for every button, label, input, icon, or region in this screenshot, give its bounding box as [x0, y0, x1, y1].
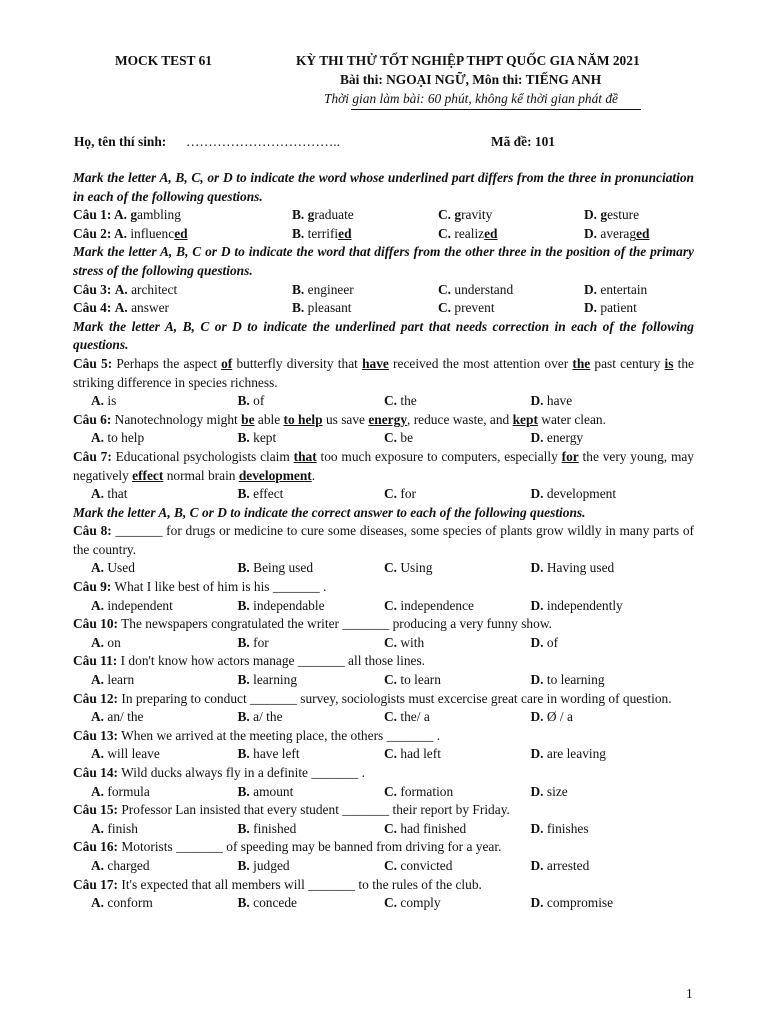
question-text: When we arrived at the meeting place, the others _______ . — [118, 727, 441, 743]
question-label: Câu 11: — [73, 653, 118, 669]
option-d: D. are leaving — [530, 746, 606, 762]
question-label: Câu 14: — [73, 765, 119, 780]
option-c: C. formation — [384, 783, 454, 799]
question-label: Câu 9: — [73, 579, 112, 595]
exam-body — [73, 169, 694, 913]
option-d: D. of — [530, 634, 559, 650]
option-d: D. development — [530, 486, 617, 502]
question-14 — [73, 764, 694, 783]
question-10 — [73, 615, 694, 634]
question-label: Câu 12: — [73, 690, 119, 706]
question-text: Professor Lan insisted that every student _______ their report by Friday. — [118, 802, 510, 818]
question-text: _______ for drugs or medicine to cure some diseases, some species of plants grow wildly in many parts of the country. — [73, 523, 694, 557]
option-a: A. learn — [91, 672, 135, 688]
option-a: A. finish — [91, 820, 138, 836]
option-b: B. effect — [237, 486, 284, 502]
question-4: Câu 4: A. answer B. pleasant C. prevent D. patient — [73, 300, 637, 316]
option-c: C. to learn — [384, 672, 441, 688]
options-13 — [73, 745, 694, 764]
question-label: Câu 6: — [73, 411, 112, 427]
instruction-correct-answer: Mark the letter A, B, C or D to indicate the correct answer to each of the following questions. — [73, 504, 586, 520]
name-label: Họ, tên thí sinh: — [74, 134, 167, 149]
question-label: Câu 2: — [73, 225, 112, 241]
option-d: D. independently — [530, 597, 623, 613]
option-d: D. finishes — [530, 820, 589, 836]
option-b: B. amount — [237, 783, 294, 799]
question-text: What I like best of him is his _______ . — [111, 579, 327, 595]
option-c: C. be — [384, 430, 414, 446]
question-text: Wild ducks always fly in a definite _______ . — [118, 765, 365, 780]
option-d: D. to learning — [530, 672, 605, 688]
option-a: A. Used — [91, 560, 135, 576]
question-11 — [73, 652, 694, 671]
options-16 — [73, 857, 694, 876]
options-10 — [73, 634, 694, 653]
option-b: B. a/ the — [237, 709, 283, 725]
option-d: D. size — [530, 783, 568, 799]
option-c: C. with — [384, 634, 425, 650]
question-16 — [73, 838, 694, 857]
options-5 — [73, 392, 694, 411]
question-text: I don't know how actors manage _______ all those lines. — [117, 653, 426, 669]
options-17 — [73, 894, 694, 913]
question-label: Câu 7: — [73, 448, 112, 464]
question-7: Câu 7: Educational psychologists claim that too much exposure to computers, especially for the very young, may negatively effect normal brain development. — [73, 448, 694, 483]
question-text: In preparing to conduct _______ survey, sociologists must excercise great care in wording of question. — [118, 690, 672, 706]
option-a: A. to help — [91, 430, 145, 446]
question-text: Motorists _______ of speeding may be banned from driving for a year. — [118, 839, 502, 855]
options-6 — [73, 429, 694, 448]
option-c: C. convicted — [384, 857, 453, 873]
question-1: Câu 1: A. gambling B. graduate C. gravity D. gesture — [73, 207, 640, 223]
option-b: B. concede — [237, 895, 298, 911]
option-a: A. an/ the — [91, 709, 144, 725]
options-11 — [73, 671, 694, 690]
option-c: C. had left — [384, 746, 441, 762]
options-15 — [73, 820, 694, 839]
option-a: A. that — [91, 486, 128, 502]
option-b: B. for — [237, 634, 269, 650]
option-d: D. compromise — [530, 895, 614, 911]
question-label: Câu 5: — [73, 355, 113, 371]
question-label: Câu 8: — [73, 523, 112, 539]
options-8 — [73, 559, 694, 578]
question-label: Câu 16: — [73, 839, 119, 855]
question-6: Câu 6: Nanotechnology might be able to help us save energy, reduce waste, and kept water clean. — [73, 411, 606, 427]
question-5: Câu 5: Perhaps the aspect of butterfly diversity that have received the most attention over the past century is the striking difference in species richness. — [73, 355, 694, 390]
options-14 — [73, 783, 694, 802]
question-label: Câu 17: — [73, 876, 119, 892]
option-b: B. finished — [237, 820, 297, 836]
option-a: A. will leave — [91, 746, 160, 762]
question-17 — [73, 876, 694, 895]
option-b: B. kept — [237, 430, 277, 446]
exam-title: KỲ THI THỬ TỐT NGHIỆP THPT QUỐC GIA NĂM 2021 — [296, 53, 640, 68]
question-text: It's expected that all members will _______ to the rules of the club. — [118, 876, 482, 892]
question-label: Câu 3: — [73, 281, 112, 297]
option-c: C. for — [384, 486, 417, 502]
option-b: B. have left — [237, 746, 300, 762]
instruction-pronunciation: Mark the letter A, B, C, or D to indicate the word whose underlined part differs from the three in pronunciation in each of the following questions. — [73, 170, 694, 204]
question-label: Câu 13: — [73, 727, 119, 743]
option-a: A. on — [91, 634, 121, 650]
question-label: Câu 10: — [73, 616, 119, 632]
option-d: D. arrested — [530, 857, 590, 873]
option-c: C. independence — [384, 597, 474, 613]
option-d: D. Ø / a — [530, 709, 573, 725]
option-b: B. judged — [237, 857, 290, 873]
option-a: A. independent — [91, 597, 173, 613]
option-b: B. independable — [237, 597, 325, 613]
option-b: B. of — [237, 393, 265, 409]
option-c: C. comply — [384, 895, 441, 911]
mock-test-label: MOCK TEST 61 — [115, 53, 212, 68]
option-c: C. Using — [384, 560, 433, 576]
page-number: 1 — [686, 986, 693, 1001]
option-a: A. formula — [91, 783, 150, 799]
question-2: Câu 2: A. influenced B. terrified C. realized D. averaged — [73, 225, 650, 241]
instruction-error: Mark the letter A, B, C or D to indicate the underlined part that needs correction in each of the following questions. — [73, 318, 694, 353]
time-line: Thời gian làm bài: 60 phút, không kể thời gian phát đề — [324, 91, 618, 106]
question-8 — [73, 522, 694, 559]
option-d: D. have — [530, 393, 573, 409]
option-b: B. learning — [237, 672, 298, 688]
option-a: A. is — [91, 393, 117, 409]
question-12 — [73, 690, 694, 709]
options-9 — [73, 597, 694, 616]
option-a: A. charged — [91, 857, 150, 873]
option-a: A. conform — [91, 895, 153, 911]
question-label: Câu 4: — [73, 300, 112, 316]
question-label: Câu 1: — [73, 207, 112, 223]
subject-line: Bài thi: NGOẠI NGỮ, Môn thi: TIẾNG ANH — [340, 72, 602, 87]
exam-code: Mã đề: 101 — [491, 134, 555, 149]
question-9 — [73, 578, 694, 597]
name-dots: …………………………….. — [186, 134, 340, 149]
question-label: Câu 15: — [73, 802, 119, 818]
question-15 — [73, 801, 694, 820]
option-c: C. had finished — [384, 820, 467, 836]
option-c: C. the — [384, 393, 417, 409]
option-d: D. energy — [530, 430, 584, 446]
instruction-stress: Mark the letter A, B, C or D to indicate the word that differs from the other three in the position of the primary stress of the following questions. — [73, 244, 694, 278]
option-b: B. Being used — [237, 560, 314, 576]
option-c: C. the/ a — [384, 709, 430, 725]
options-12 — [73, 708, 694, 727]
option-d: D. Having used — [530, 560, 615, 576]
question-text: The newspapers congratulated the writer _______ producing a very funny show. — [118, 616, 552, 632]
question-3: Câu 3: A. architect B. engineer C. understand D. entertain — [73, 281, 648, 297]
header-underline — [351, 109, 641, 110]
mcq-list — [73, 522, 694, 912]
options-7 — [73, 485, 694, 504]
question-13 — [73, 727, 694, 746]
